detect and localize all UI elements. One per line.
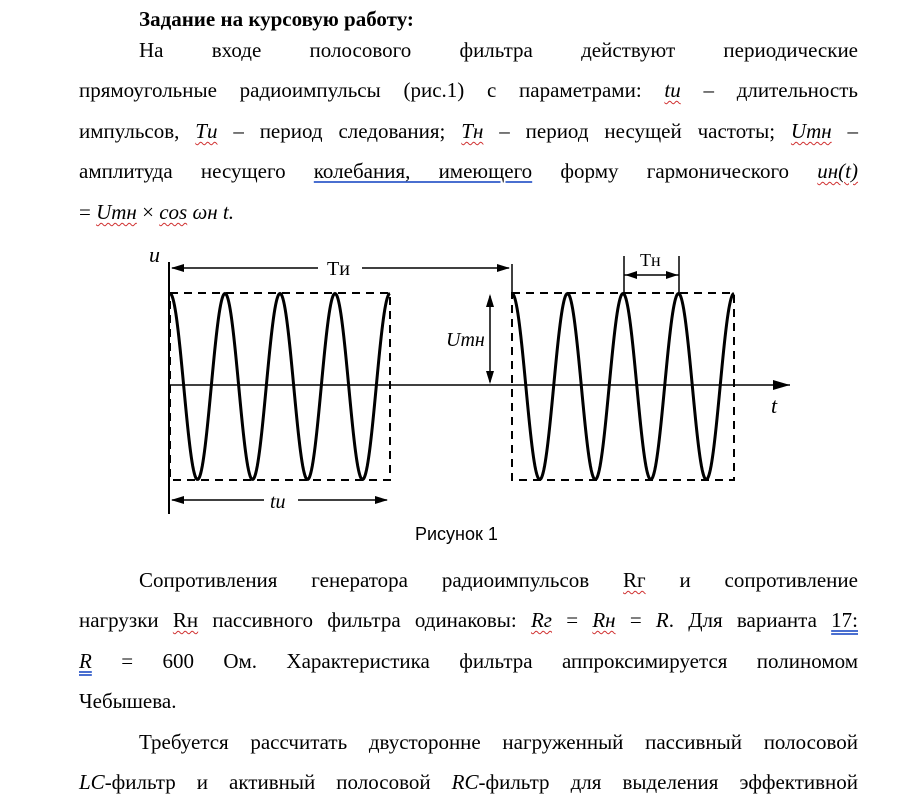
- symbol-R: R: [79, 649, 92, 673]
- para1-text: амплитуда несущего: [79, 159, 286, 183]
- para2-line4: Чебышева.: [79, 689, 177, 713]
- symbol-R-g-italic: Rг: [530, 608, 553, 632]
- symbol-T-n: Tн: [461, 119, 484, 143]
- para1-text: форму гармонического: [560, 159, 790, 183]
- para2-text: Сопротивления генератора радиоимпульсов: [139, 568, 590, 592]
- label-Umn: Umн: [446, 329, 485, 351]
- para2-text: и сопротивление: [679, 568, 858, 592]
- para1-text: прямоугольные радиоимпульсы (рис.1) с параметрами:: [79, 78, 642, 102]
- carrier-wave-pulse-1: [170, 294, 390, 480]
- Ti-arrow-left: [171, 264, 184, 272]
- para2-text: пассивного фильтра одинаковы:: [212, 608, 517, 632]
- symbol-LC: LC: [79, 770, 105, 794]
- para1-text: =: [79, 200, 91, 224]
- Umn-arrow-up: [486, 294, 494, 307]
- ti-arrow-left: [171, 496, 184, 504]
- para1-text: – период следования;: [233, 119, 446, 143]
- para2-text: =: [566, 608, 579, 632]
- para2-line3: [79, 649, 858, 673]
- symbol-R-n: Rн: [172, 608, 199, 632]
- carrier-wave-pulse-2: [512, 294, 734, 480]
- figure-caption: Рисунок 1: [415, 524, 498, 544]
- para1-line1: На входе полосового фильтра действуют периодические: [139, 38, 858, 62]
- para3-text: -фильтр и активный полосовой: [104, 770, 431, 794]
- ti-arrow-right: [375, 496, 388, 504]
- symbol-RC: RC: [451, 770, 479, 794]
- para2-text: . Для варианта: [668, 608, 817, 632]
- Tn-arrow-right: [666, 271, 678, 279]
- symbol-R-n-italic: Rн: [592, 608, 616, 632]
- para2-line1: [139, 568, 858, 592]
- symbol-R: R: [655, 608, 669, 632]
- para2-text: =: [629, 608, 642, 632]
- t-axis-arrowhead: [773, 380, 790, 390]
- Ti-arrow-right: [497, 264, 510, 272]
- symbol-u-n-t: uн(t): [817, 159, 859, 183]
- label-Ti: Tи: [327, 258, 350, 280]
- label-t: t: [771, 393, 778, 418]
- variant-number: 17:: [831, 608, 858, 632]
- Tn-arrow-left: [625, 271, 637, 279]
- para3-line1: Требуется рассчитать двусторонне нагруженный пассивный полосовой: [139, 730, 858, 754]
- para1-text: –: [847, 119, 859, 143]
- label-Tn: Tн: [640, 250, 661, 270]
- para3-text: -фильтр для выделения эффективной: [478, 770, 858, 794]
- para2-text: нагрузки: [79, 608, 159, 632]
- symbol-R-g: Rг: [623, 568, 646, 592]
- label-u: u: [149, 242, 160, 267]
- symbol-omega: ωн t.: [192, 200, 235, 224]
- para3-line2: [79, 770, 858, 794]
- Umn-arrow-down: [486, 371, 494, 384]
- para1-text: – длительность: [703, 78, 858, 102]
- grammar-link[interactable]: колебания, имеющего: [313, 159, 533, 183]
- symbol-cos: cos: [159, 200, 188, 224]
- symbol-t-i: tи: [664, 78, 681, 102]
- para2-text: = 600 Ом. Характеристика фильтра аппроксимируется полиномом: [121, 649, 859, 673]
- symbol-U-mn: Uтн: [96, 200, 137, 224]
- para1-text: импульсов,: [79, 119, 180, 143]
- para2-line2: [79, 608, 858, 632]
- symbol-U-mn: Uтн: [790, 119, 832, 143]
- symbol-T-i: Tи: [195, 119, 218, 143]
- label-ti: tи: [270, 491, 286, 513]
- para1-text: – период несущей частоты;: [499, 119, 776, 143]
- task-heading: Задание на курсовую работу:: [139, 7, 414, 31]
- para1-text: ×: [142, 200, 154, 224]
